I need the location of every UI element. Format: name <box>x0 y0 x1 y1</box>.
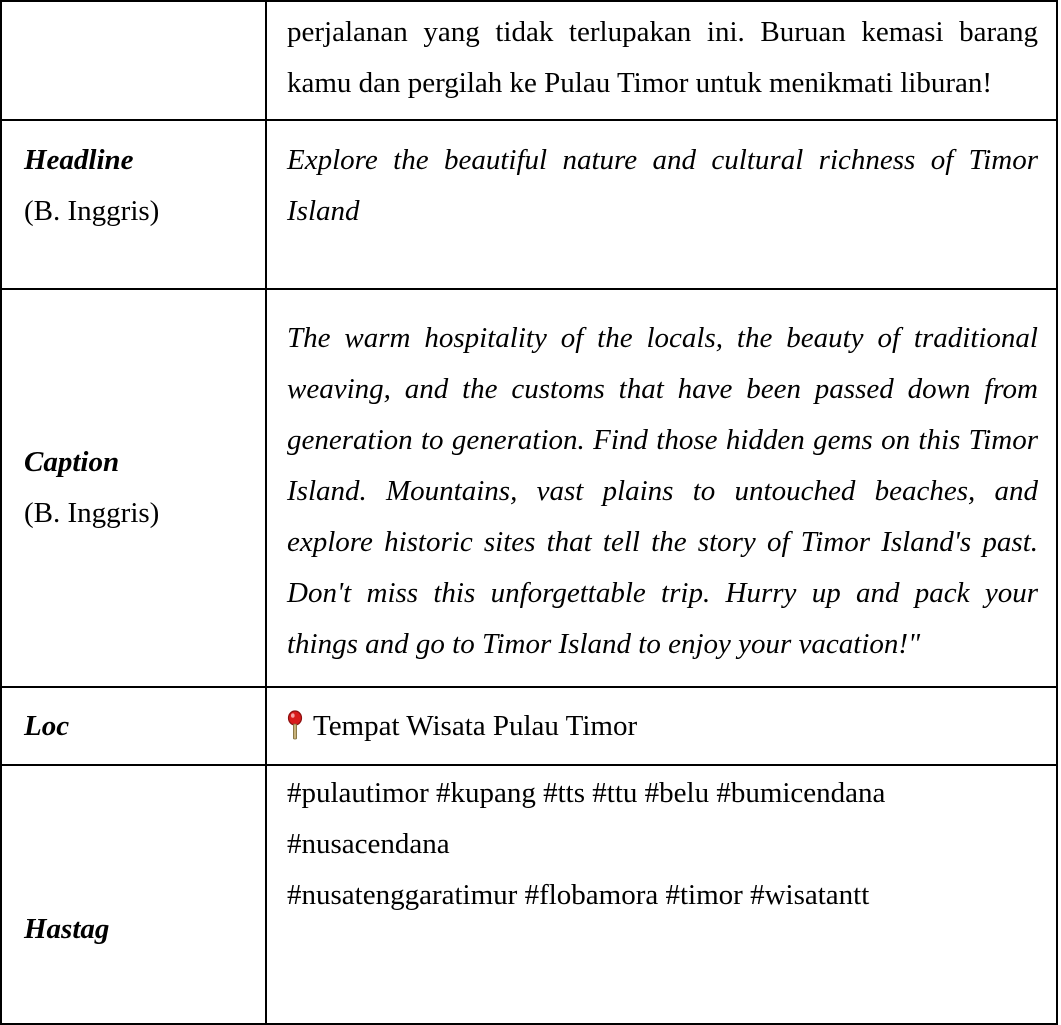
headline-label-cell <box>1 120 266 289</box>
location-text: Tempat Wisata Pulau Timor <box>313 709 638 742</box>
table-row-intro <box>1 1 1057 120</box>
caption-label: Caption <box>24 446 120 478</box>
headline-label: Headline <box>24 144 134 176</box>
caption-label-cell <box>1 289 266 687</box>
table-row-headline <box>1 120 1057 289</box>
location-label-cell <box>1 687 266 765</box>
label-cell-empty <box>1 1 266 120</box>
hashtag-label: Hastag <box>24 913 110 945</box>
caption-language-label: (B. Inggris) <box>24 497 160 529</box>
caption-text: The warm hospitality of the locals, the beauty of traditional weaving, and the customs that have been passed down from generation to generation. Find those hidden gems on this Timor Island. Mountains, vast plains to untouched beaches, and explore historic sites that tell the story of Timor Island's past. Don't miss this unforgettable trip. Hurry up and pack your things and go to Timor Island to enjoy your vacation!" <box>266 289 1057 687</box>
table-row-location <box>1 687 1057 765</box>
hashtag-label-cell <box>1 765 266 1024</box>
hashtag-line: #pulautimor #kupang #tts #ttu #belu #bumicendana <box>287 777 886 809</box>
hashtag-cell <box>266 765 1057 1024</box>
location-pin-icon <box>287 710 303 740</box>
headline-language-label: (B. Inggris) <box>24 195 160 227</box>
hashtag-line: #nusatenggaratimur #flobamora #timor #wisatantt <box>287 879 870 911</box>
location-cell <box>266 687 1057 765</box>
table-row-caption <box>1 289 1057 687</box>
headline-text: Explore the beautiful nature and cultural richness of Timor Island <box>266 120 1057 289</box>
table-row-hashtag <box>1 765 1057 1024</box>
hashtag-line: #nusacendana <box>287 828 450 860</box>
intro-text: perjalanan yang tidak terlupakan ini. Buruan kemasi barang kamu dan pergilah ke Pulau Timor untuk menikmati liburan! <box>266 1 1057 120</box>
location-label: Loc <box>24 709 70 742</box>
